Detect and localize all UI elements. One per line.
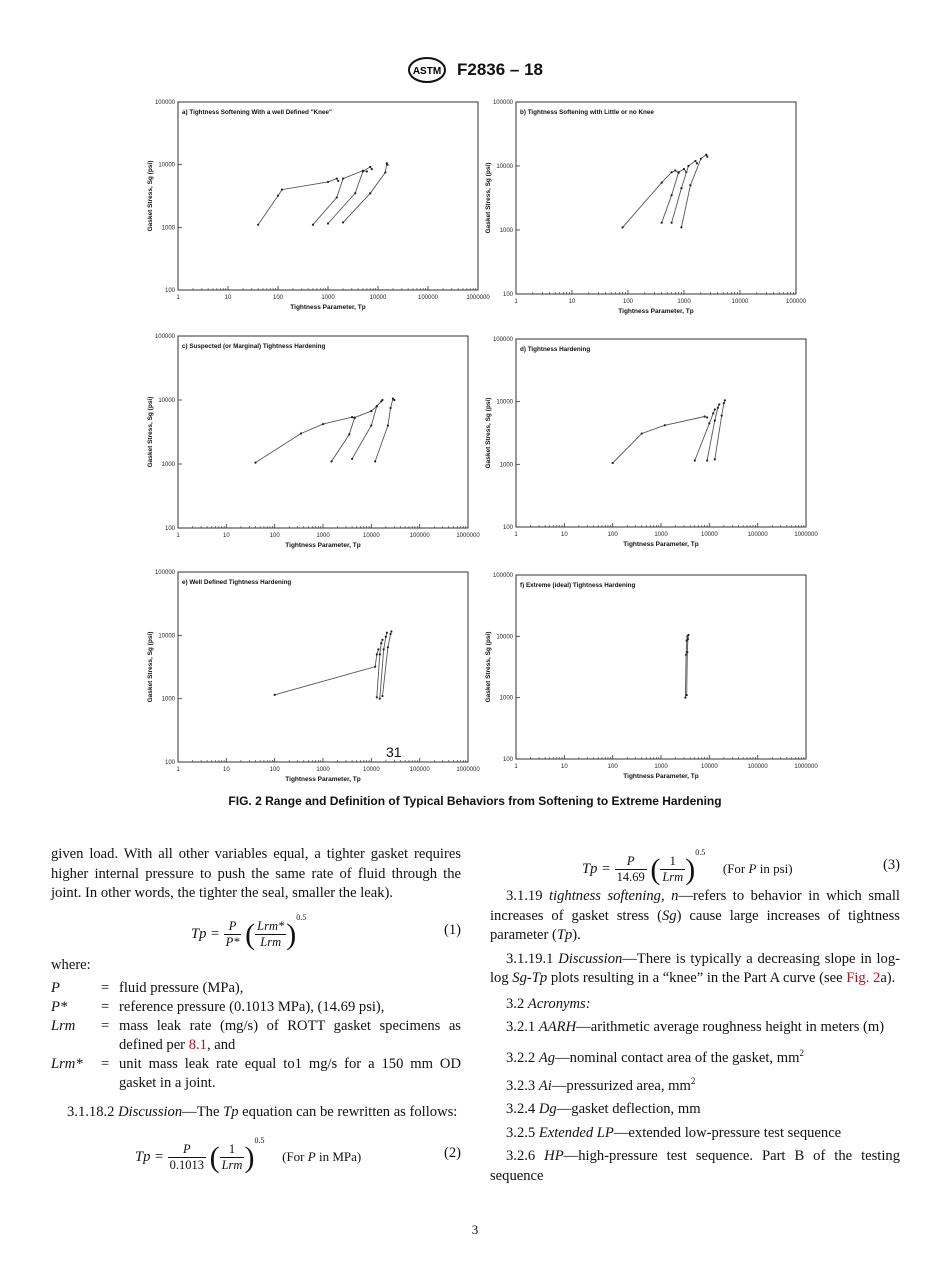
eq3-numerator: P: [615, 854, 647, 870]
data-point: [254, 462, 256, 464]
x-tick-label: 10: [224, 295, 232, 301]
left-column: [51, 845, 461, 1175]
data-point: [723, 402, 725, 404]
eq2-denominator: 0.1013: [169, 1157, 204, 1172]
eq1-inner-denominator: Lrm: [260, 934, 282, 949]
def-equals: =: [101, 1018, 110, 1034]
y-axis-label: Gasket Stress, Sg (psi): [147, 396, 154, 468]
y-tick-label: 100: [502, 757, 513, 763]
series-line: [275, 649, 379, 694]
data-point: [390, 630, 392, 632]
y-tick-label: 1000: [499, 695, 513, 702]
eq2-fraction: [168, 1142, 206, 1173]
x-tick-label: 1: [514, 532, 518, 538]
chart-title: b) Tightness Softening with Little or no Knee: [520, 109, 654, 116]
eq1-number: (1): [443, 921, 461, 938]
def-equals: =: [101, 980, 110, 996]
figure-caption: FIG. 2 Range and Definition of Typical Behaviors from Softening to Extreme Hardening: [228, 794, 722, 808]
y-tick-label: 10000: [158, 162, 175, 169]
series-line: [715, 400, 725, 459]
data-point: [714, 458, 716, 460]
x-tick-label: 100000: [747, 764, 768, 770]
data-point: [389, 633, 391, 635]
y-tick-label: 10000: [496, 634, 513, 641]
x-tick-label: 10: [222, 767, 230, 773]
acronym-3-2-1: 3.2.1 AARH—arithmetic average roughness height in meters (m): [506, 1019, 885, 1035]
data-point: [281, 189, 283, 191]
def-symbol: Lrm: [51, 1018, 76, 1034]
eq1-inner-numerator: Lrm*: [257, 918, 285, 933]
eq3-exponent: 0.5: [695, 848, 706, 857]
x-tick-label: 100000: [747, 532, 768, 538]
y-tick-label: 10000: [158, 633, 175, 640]
y-tick-label: 1000: [499, 228, 513, 234]
figure-link-fig-2[interactable]: Fig. 2: [846, 970, 881, 986]
eq2-inner-fraction: [220, 1142, 245, 1173]
data-point: [674, 169, 676, 171]
acronym-3-2-4: 3.2.4 Dg—gasket deflection, mm: [506, 1101, 701, 1118]
x-tick-label: 10000: [700, 532, 718, 538]
data-point: [354, 192, 356, 194]
x-tick-label: 100: [269, 533, 280, 539]
eq3-lhs: Tp =: [582, 861, 611, 877]
data-point: [718, 403, 720, 405]
eq1-numerator: P: [224, 919, 242, 935]
y-tick-label: 100: [164, 288, 175, 294]
standard-designation: F2836 – 18: [456, 60, 543, 79]
x-tick-label: 100: [607, 764, 618, 770]
eq3-number: (3): [882, 857, 900, 873]
x-tick-label: 10: [568, 299, 576, 305]
x-tick-label: 10: [560, 764, 568, 770]
series-line: [681, 155, 707, 228]
data-point: [351, 416, 353, 418]
data-point: [706, 416, 708, 418]
y-tick-label: 100000: [154, 100, 175, 106]
data-point: [705, 154, 707, 156]
x-tick-label: 1000: [316, 533, 330, 539]
eq1-inner-fraction: [255, 919, 286, 950]
data-point: [687, 638, 689, 640]
x-tick-label: 10000: [369, 295, 387, 301]
data-point: [664, 424, 666, 426]
data-point: [380, 642, 382, 644]
data-point: [327, 181, 329, 183]
x-tick-label: 100: [272, 295, 284, 301]
equation-1: Tp = $\frac{P}{P*}$ ( $\frac{\text{Lrm*}}{\text{Lrm}}$ )$^{0.5}$ (1): [191, 912, 461, 951]
plot-frame: [178, 102, 478, 290]
chart-title: a) Tightness Softening With a well Defined "Knee": [182, 109, 332, 116]
data-point: [661, 222, 663, 224]
right-column: [490, 843, 900, 1186]
y-tick-label: 10000: [496, 164, 513, 170]
x-tick-label: 1000: [654, 764, 668, 770]
plot-frame: [178, 572, 468, 762]
definition-list: [51, 979, 461, 1093]
y-tick-label: 10000: [496, 399, 513, 406]
data-point: [721, 414, 723, 416]
eq2-lhs: Tp =: [135, 1148, 164, 1165]
y-axis-label: Gasket Stress, Sg (psi): [147, 160, 154, 232]
def-text: mass leak rate (mg/s) of ROTT gasket specimens as defined per 8.1, and: [119, 1018, 461, 1053]
x-tick-label: 1000: [316, 767, 330, 773]
data-point: [387, 646, 389, 648]
chart-title: c) Suspected (or Marginal) Tightness Hardening: [182, 343, 326, 350]
acronym-3-2-6: 3.2.6 HP—high-pressure test sequence. Part B of the testing sequence: [490, 1148, 900, 1184]
logo-text: ASTM: [412, 66, 442, 77]
series-line: [352, 400, 382, 459]
data-point: [369, 192, 371, 194]
x-tick-label: 1: [514, 764, 518, 770]
data-point: [694, 160, 696, 162]
intro-paragraph: given load. With all other variables equal, a tighter gasket requires higher internal pressure to push the same rate of fluid through the joint. In other words, the tighter the seal, smaller the leak).: [51, 846, 461, 901]
data-point: [379, 698, 381, 700]
data-point: [277, 195, 279, 197]
chart-c-marginal-hardening: [140, 330, 480, 556]
paragraph-3-1-19-1: 3.1.19.1 Discussion—There is typically a decreasing slope in log-log Sg-Tp plots resulting in a “knee” in the Part A curve (see Fig. 2a).: [490, 950, 900, 986]
data-point: [686, 694, 688, 696]
series-line: [255, 417, 354, 463]
data-point: [377, 648, 379, 650]
y-tick-label: 1000: [161, 696, 175, 703]
x-tick-label: 100: [622, 299, 634, 305]
eq3-denominator: 14.69: [616, 870, 645, 885]
chart-title: f) Extreme (ideal) Tightness Hardening: [520, 582, 636, 589]
eq2-number: (2): [443, 1144, 461, 1161]
y-tick-label: 10000: [158, 398, 175, 404]
y-tick-label: 100000: [154, 570, 175, 576]
series-line: [258, 179, 338, 225]
y-tick-label: 100: [164, 526, 175, 532]
acronym-3-2-2: 3.2.2 Ag—nominal contact area of the gasket, $mm^2$: [506, 1047, 804, 1066]
x-tick-label: 1: [176, 767, 180, 773]
equation-2: Tp = $\frac{P}{0.1013}$ ( $\frac{1}{\text{Lrm}}$ )$^{0.5}$ (For P in MPa) (2): [135, 1135, 461, 1174]
data-point: [708, 422, 710, 424]
x-axis-label: Tightness Parameter, Tp: [618, 308, 694, 315]
x-tick-label: 100: [607, 532, 618, 538]
data-point: [612, 462, 614, 464]
eq2-exponent: 0.5: [254, 1135, 265, 1145]
data-point: [621, 226, 623, 228]
data-point: [342, 177, 344, 179]
data-point: [714, 408, 716, 410]
paragraph-3-1-18-2: 3.1.18.2 Discussion—The Tp equation can be rewritten as follows:: [67, 1104, 458, 1120]
x-tick-label: 1000: [654, 532, 668, 538]
data-point: [704, 415, 706, 417]
data-point: [336, 196, 338, 198]
figure-overlay-number: 31: [386, 744, 402, 760]
data-point: [337, 180, 339, 182]
eq3-fraction: [615, 854, 647, 885]
y-axis-label: Gasket Stress, Sg (psi): [485, 397, 492, 469]
data-point: [670, 222, 672, 224]
eq3-note: (For P in psi): [722, 861, 793, 876]
x-tick-label: 10000: [362, 533, 380, 539]
x-tick-label: 10: [560, 532, 568, 538]
data-point: [366, 170, 368, 172]
x-axis-label: Tightness Parameter, Tp: [285, 542, 361, 549]
y-axis-label: Gasket Stress, Sg (psi): [485, 162, 492, 234]
y-tick-label: 1000: [161, 462, 175, 468]
data-point: [385, 636, 387, 638]
data-point: [327, 222, 329, 224]
data-point: [680, 187, 682, 189]
y-tick-label: 100: [502, 292, 513, 298]
eq1-denominator: P*: [225, 934, 240, 949]
data-point: [381, 695, 383, 697]
chart-a-softening-knee: [140, 96, 490, 318]
y-tick-label: 100000: [492, 573, 513, 579]
def-text: reference pressure (0.1013 MPa), (14.69 psi),: [119, 999, 385, 1015]
x-tick-label: 1: [176, 295, 180, 301]
x-tick-label: 1000: [677, 299, 691, 305]
x-tick-label: 100000: [785, 299, 807, 305]
data-point: [381, 399, 383, 401]
paragraph-3-1-19: 3.1.19 tightness softening, n—refers to behavior in which small increases of gasket stress (Sg) cause large increases of tightness parameter (Tp).: [490, 888, 900, 943]
data-point: [342, 221, 344, 223]
data-point: [374, 460, 376, 462]
data-point: [706, 459, 708, 461]
data-point: [386, 632, 388, 634]
x-tick-label: 100000: [409, 767, 430, 773]
series-line: [377, 640, 383, 698]
y-tick-label: 100000: [492, 337, 513, 343]
eq1-lhs: Tp =: [191, 925, 220, 942]
data-point: [689, 184, 691, 186]
y-axis-label: Gasket Stress, Sg (psi): [147, 631, 154, 703]
x-tick-label: 10000: [362, 767, 380, 773]
series-line: [343, 163, 387, 222]
data-point: [376, 653, 378, 655]
page-header: [0, 56, 950, 84]
x-tick-label: 1: [514, 299, 518, 305]
def-symbol: Lrm*: [51, 1056, 83, 1072]
plot-frame: [178, 336, 468, 528]
x-tick-label: 10: [222, 533, 230, 539]
eq1-fraction: [224, 919, 242, 950]
eq3-inner-fraction: [660, 854, 685, 885]
y-tick-label: 100000: [492, 100, 513, 106]
eq2-inner-numerator: 1: [220, 1142, 245, 1158]
data-point: [312, 224, 314, 226]
y-tick-label: 100: [164, 760, 175, 766]
data-point: [348, 433, 350, 435]
astm-logo: [407, 56, 447, 84]
data-point: [351, 458, 353, 460]
data-point: [389, 407, 391, 409]
x-tick-label: 1000000: [456, 767, 480, 773]
data-point: [336, 177, 338, 179]
x-tick-label: 100: [269, 767, 280, 773]
chart-title: d) Tightness Hardening: [520, 346, 591, 353]
data-point: [387, 424, 389, 426]
x-tick-label: 10000: [731, 299, 749, 305]
data-point: [379, 653, 381, 655]
data-point: [370, 424, 372, 426]
data-point: [687, 165, 689, 167]
data-point: [383, 648, 385, 650]
def-symbol: P: [51, 980, 60, 996]
data-point: [330, 460, 332, 462]
data-point: [687, 634, 689, 636]
data-point: [376, 405, 378, 407]
def-text: fluid pressure (MPa),: [119, 980, 244, 996]
x-tick-label: 1000000: [794, 764, 818, 770]
x-tick-label: 100000: [417, 295, 439, 301]
chart-b-softening-no-knee: [478, 96, 807, 322]
x-tick-label: 1000000: [466, 295, 490, 301]
chart-e-well-defined-hardening: [140, 566, 480, 790]
data-point: [700, 158, 702, 160]
data-point: [670, 194, 672, 196]
data-point: [684, 697, 686, 699]
data-point: [670, 171, 672, 173]
data-point: [376, 696, 378, 698]
y-tick-label: 1000: [161, 225, 175, 232]
x-tick-label: 1: [176, 533, 180, 539]
x-axis-label: Tightness Parameter, Tp: [290, 304, 366, 311]
data-point: [369, 166, 371, 168]
data-point: [362, 170, 364, 172]
x-axis-label: Tightness Parameter, Tp: [623, 541, 699, 548]
x-tick-label: 1000000: [456, 533, 480, 539]
x-axis-label: Tightness Parameter, Tp: [285, 776, 361, 783]
data-point: [696, 162, 698, 164]
plot-frame: [516, 575, 806, 759]
def-equals: =: [101, 999, 110, 1015]
eq2-inner-denominator: Lrm: [221, 1157, 243, 1172]
data-point: [694, 459, 696, 461]
data-point: [381, 639, 383, 641]
equation-3: Tp = $\frac{P}{14.69}$ ( $\frac{1}{\text{Lrm}}$ )$^{0.5}$ (For P in psi) (3): [582, 848, 900, 886]
chart-f-extreme-hardening: [478, 569, 818, 787]
page-number: 3: [471, 1222, 479, 1237]
data-point: [257, 224, 259, 226]
data-point: [712, 412, 714, 414]
data-point: [300, 432, 302, 434]
acronym-3-2-5: 3.2.5 Extended LP—extended low-pressure test sequence: [506, 1124, 842, 1141]
data-point: [680, 226, 682, 228]
series-line: [313, 171, 367, 225]
plot-frame: [516, 339, 806, 527]
data-point: [714, 419, 716, 421]
chart-title: e) Well Defined Tightness Hardening: [182, 579, 292, 586]
data-point: [706, 156, 708, 158]
section-link-8-1[interactable]: 8.1: [188, 1037, 207, 1053]
data-point: [353, 417, 355, 419]
x-axis-label: Tightness Parameter, Tp: [623, 773, 699, 780]
where-label: where:: [51, 956, 91, 973]
eq3-inner-numerator: 1: [660, 854, 685, 870]
data-point: [724, 399, 726, 401]
y-axis-label: Gasket Stress, Sg (psi): [485, 631, 492, 703]
eq3-inner-denominator: Lrm: [662, 870, 684, 885]
data-point: [683, 168, 685, 170]
def-equals: =: [101, 1056, 110, 1072]
x-tick-label: 1000: [321, 295, 335, 301]
data-point: [374, 666, 376, 668]
data-point: [386, 164, 388, 166]
data-point: [686, 651, 688, 653]
paragraph-3-2: 3.2 Acronyms:: [506, 995, 591, 1012]
def-text: unit mass leak rate equal to1 mg/s for a 150 mm OD gasket in a joint.: [119, 1056, 461, 1091]
data-point: [274, 694, 276, 696]
series-line: [613, 417, 707, 464]
series-line: [383, 632, 392, 697]
data-point: [641, 432, 643, 434]
x-tick-label: 100000: [409, 533, 430, 539]
x-tick-label: 10000: [700, 764, 718, 770]
y-tick-label: 100000: [154, 334, 175, 340]
data-point: [393, 399, 395, 401]
data-point: [677, 171, 679, 173]
series-line: [332, 406, 377, 461]
data-point: [370, 410, 372, 412]
data-point: [717, 407, 719, 409]
plot-frame: [516, 102, 796, 294]
acronym-3-2-3: 3.2.3 Ai—pressurized area, $mm^2$: [506, 1075, 696, 1094]
chart-d-hardening: [478, 333, 818, 555]
data-point: [371, 168, 373, 170]
eq1-exponent: 0.5: [296, 912, 307, 922]
y-tick-label: 1000: [499, 462, 513, 469]
x-tick-label: 1000000: [794, 532, 818, 538]
data-point: [322, 423, 324, 425]
eq2-note: (For P in MPa): [282, 1148, 362, 1164]
def-symbol: P*: [51, 999, 68, 1015]
data-point: [661, 182, 663, 184]
eq2-numerator: P: [168, 1142, 206, 1158]
y-tick-label: 100: [502, 525, 513, 531]
data-point: [384, 171, 386, 173]
